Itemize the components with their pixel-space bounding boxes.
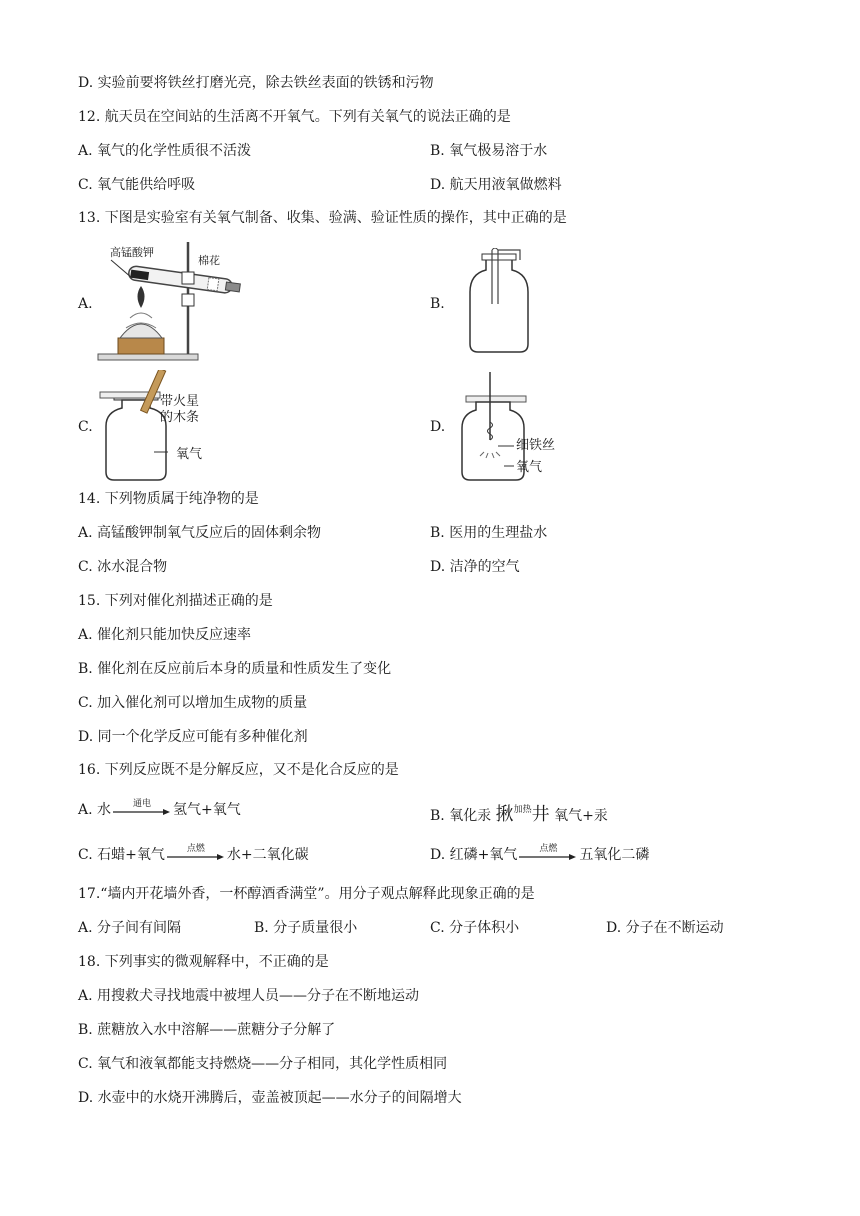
q17-stem: 17.“墙内开花墙外香，一杯醇酒香满堂”。用分子观点解释此现象正确的是 [78, 886, 535, 902]
q12-option-d: D. 航天用液氧做燃料 [430, 177, 562, 193]
q16-d-product: 五氧化二磷 [579, 847, 650, 863]
q15-option-b: B. 催化剂在反应前后本身的质量和性质发生了变化 [78, 661, 392, 677]
q18-option-a: A. 用搜救犬寻找地震中被埋人员——分子在不断地运动 [78, 988, 420, 1004]
q16-a-product: 氢气+氧气 [173, 802, 241, 818]
figure-c-label-splint2: 的木条 [160, 410, 200, 425]
q15-option-c: C. 加入催化剂可以增加生成物的质量 [78, 695, 308, 711]
q16-d-reactant: D. 红磷+氧气 [430, 847, 518, 863]
q13-option-b: B. [430, 296, 445, 312]
q13-option-a: A. [78, 296, 93, 312]
figure-d-label-oxygen: 氧气 [516, 460, 543, 475]
q14-option-d: D. 洁净的空气 [430, 559, 520, 575]
q13-stem: 13. 下图是实验室有关氧气制备、收集、验满、验证性质的操作，其中正确的是 [78, 210, 567, 226]
q14-option-a: A. 高锰酸钾制氧气反应后的固体剩余物 [78, 525, 322, 541]
q15-option-d: D. 同一个化学反应可能有多种催化剂 [78, 729, 308, 745]
q16-b-condition: 加热 [513, 805, 532, 815]
figure-c-bottle [96, 370, 176, 485]
q16-b-product: 氧气+汞 [554, 808, 608, 824]
q11-option-d: D. 实验前要将铁丝打磨光亮，除去铁丝表面的铁锈和污物 [78, 75, 434, 91]
figure-a-label-cotton: 棉花 [198, 254, 220, 267]
q16-c-reactant: C. 石蜡+氧气 [78, 847, 165, 863]
q14-stem: 14. 下列物质属于纯净物的是 [78, 491, 259, 507]
q16-option-d [430, 845, 649, 865]
q16-b-reactant: B. 氧化汞 [430, 808, 492, 824]
q12-stem: 12. 航天员在空间站的生活离不开氧气。下列有关氧气的说法正确的是 [78, 109, 511, 125]
q16-a-condition: 通电 [133, 799, 152, 809]
q16-option-b [430, 800, 608, 826]
q16-a-reactant: A. 水 [78, 802, 112, 818]
q18-option-d: D. 水壶中的水烧开沸腾后，壶盖被顶起——水分子的间隔增大 [78, 1090, 462, 1106]
q16-option-a [78, 800, 241, 820]
q16-d-condition: 点燃 [539, 844, 558, 854]
q18-option-c: C. 氧气和液氧都能支持燃烧——分子相同，其化学性质相同 [78, 1056, 448, 1072]
q16-b-glyph1: 揪 [495, 804, 514, 825]
figure-c-label-oxygen: 氧气 [176, 447, 203, 462]
q16-c-condition: 点燃 [186, 844, 205, 854]
q12-option-a: A. 氧气的化学性质很不活泼 [78, 143, 252, 159]
q16-d-arrow [519, 845, 577, 865]
q17-option-c: C. 分子体积小 [430, 920, 520, 936]
figure-c-label-splint1: 带火星 [160, 394, 200, 409]
q15-option-a: A. 催化剂只能加快反应速率 [78, 627, 252, 643]
q14-option-b: B. 医用的生理盐水 [430, 525, 548, 541]
q16-stem: 16. 下列反应既不是分解反应，又不是化合反应的是 [78, 762, 399, 778]
q16-c-arrow [167, 845, 225, 865]
figure-a-label-kmno4: 高锰酸钾 [110, 246, 154, 259]
q18-stem: 18. 下列事实的微观解释中，不正确的是 [78, 954, 329, 970]
q16-option-c [78, 845, 309, 865]
figure-d-label-wire: 细铁丝 [516, 438, 556, 453]
q13-option-c: C. [78, 419, 93, 435]
q16-b-glyph2: 井 [531, 804, 550, 825]
q12-option-b: B. 氧气极易溶于水 [430, 143, 548, 159]
q16-a-arrow [113, 800, 171, 820]
q18-option-b: B. 蔗糖放入水中溶解——蔗糖分子分解了 [78, 1022, 336, 1038]
q17-option-a: A. 分子间有间隔 [78, 920, 182, 936]
q17-option-b: B. 分子质量很小 [254, 920, 358, 936]
figure-b-bottle [464, 248, 534, 356]
q15-stem: 15. 下列对催化剂描述正确的是 [78, 593, 273, 609]
q12-option-c: C. 氧气能供给呼吸 [78, 177, 196, 193]
q13-option-d: D. [430, 419, 446, 435]
q17-option-d: D. 分子在不断运动 [606, 920, 724, 936]
q16-c-product: 水+二氧化碳 [226, 847, 309, 863]
q14-option-c: C. 冰水混合物 [78, 559, 168, 575]
